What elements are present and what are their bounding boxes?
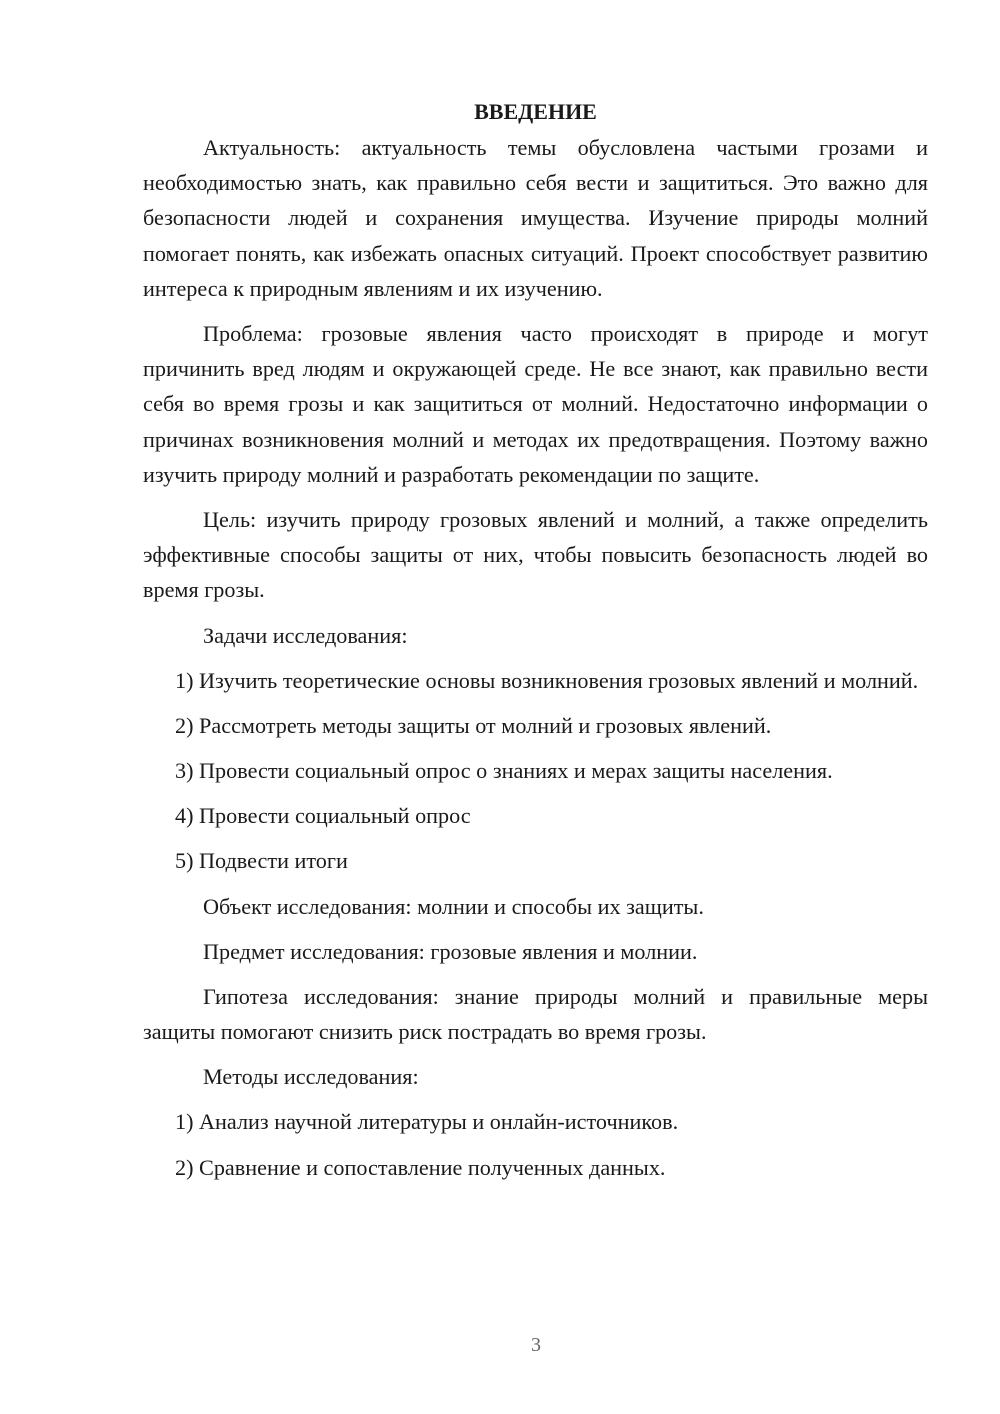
object-paragraph: Объект исследования: молнии и способы их защиты. [203,893,704,919]
task-item: 5) Подвести итоги [175,848,348,874]
task-item: 1) Изучить теоретические основы возникновения грозовых явлений и молний. [175,667,919,693]
hypothesis-paragraph: Гипотеза исследования: знание природы молний и правильные меры защиты помогают снизить риск пострадать во время грозы. [143,984,928,1045]
subject-paragraph: Предмет исследования: грозовые явления и молнии. [203,938,698,964]
tasks-heading: Задачи исследования: [203,622,408,648]
page-content [143,94,928,1195]
task-item: 2) Рассмотреть методы защиты от молний и грозовых явлений. [175,712,772,738]
method-item: 1) Анализ научной литературы и онлайн-источников. [175,1109,679,1135]
page-title: ВВЕДЕНИЕ [474,99,597,124]
method-item: 2) Сравнение и сопоставление полученных данных. [175,1154,666,1180]
methods-heading: Методы исследования: [203,1064,419,1090]
relevance-paragraph: Актуальность: актуальность темы обусловлена частыми грозами и необходимостью знать, как правильно себя вести и защититься. Это важно для безопасности людей и сохранения имущества. Изучение природы молний помогает понять, как избежать опасных ситуаций. Проект способствует развитию интереса к природным явлениям и их изучению. [143,135,928,301]
task-item: 4) Провести социальный опрос [175,803,471,829]
page-number: 3 [531,1334,541,1356]
task-item: 3) Провести социальный опрос о знаниях и мерах защиты населения. [175,758,833,784]
goal-paragraph: Цель: изучить природу грозовых явлений и молний, а также определить эффективные способы защиты от них, чтобы повысить безопасность людей во время грозы. [143,507,928,603]
problem-paragraph: Проблема: грозовые явления часто происходят в природе и могут причинить вред людям и окружающей среде. Не все знают, как правильно вести себя во время грозы и как защититься от молний. Недостаточно информации о причинах возникновения молний и методах их предотвращения. Поэтому важно изучить природу молний и разработать рекомендации по защите. [143,321,928,487]
